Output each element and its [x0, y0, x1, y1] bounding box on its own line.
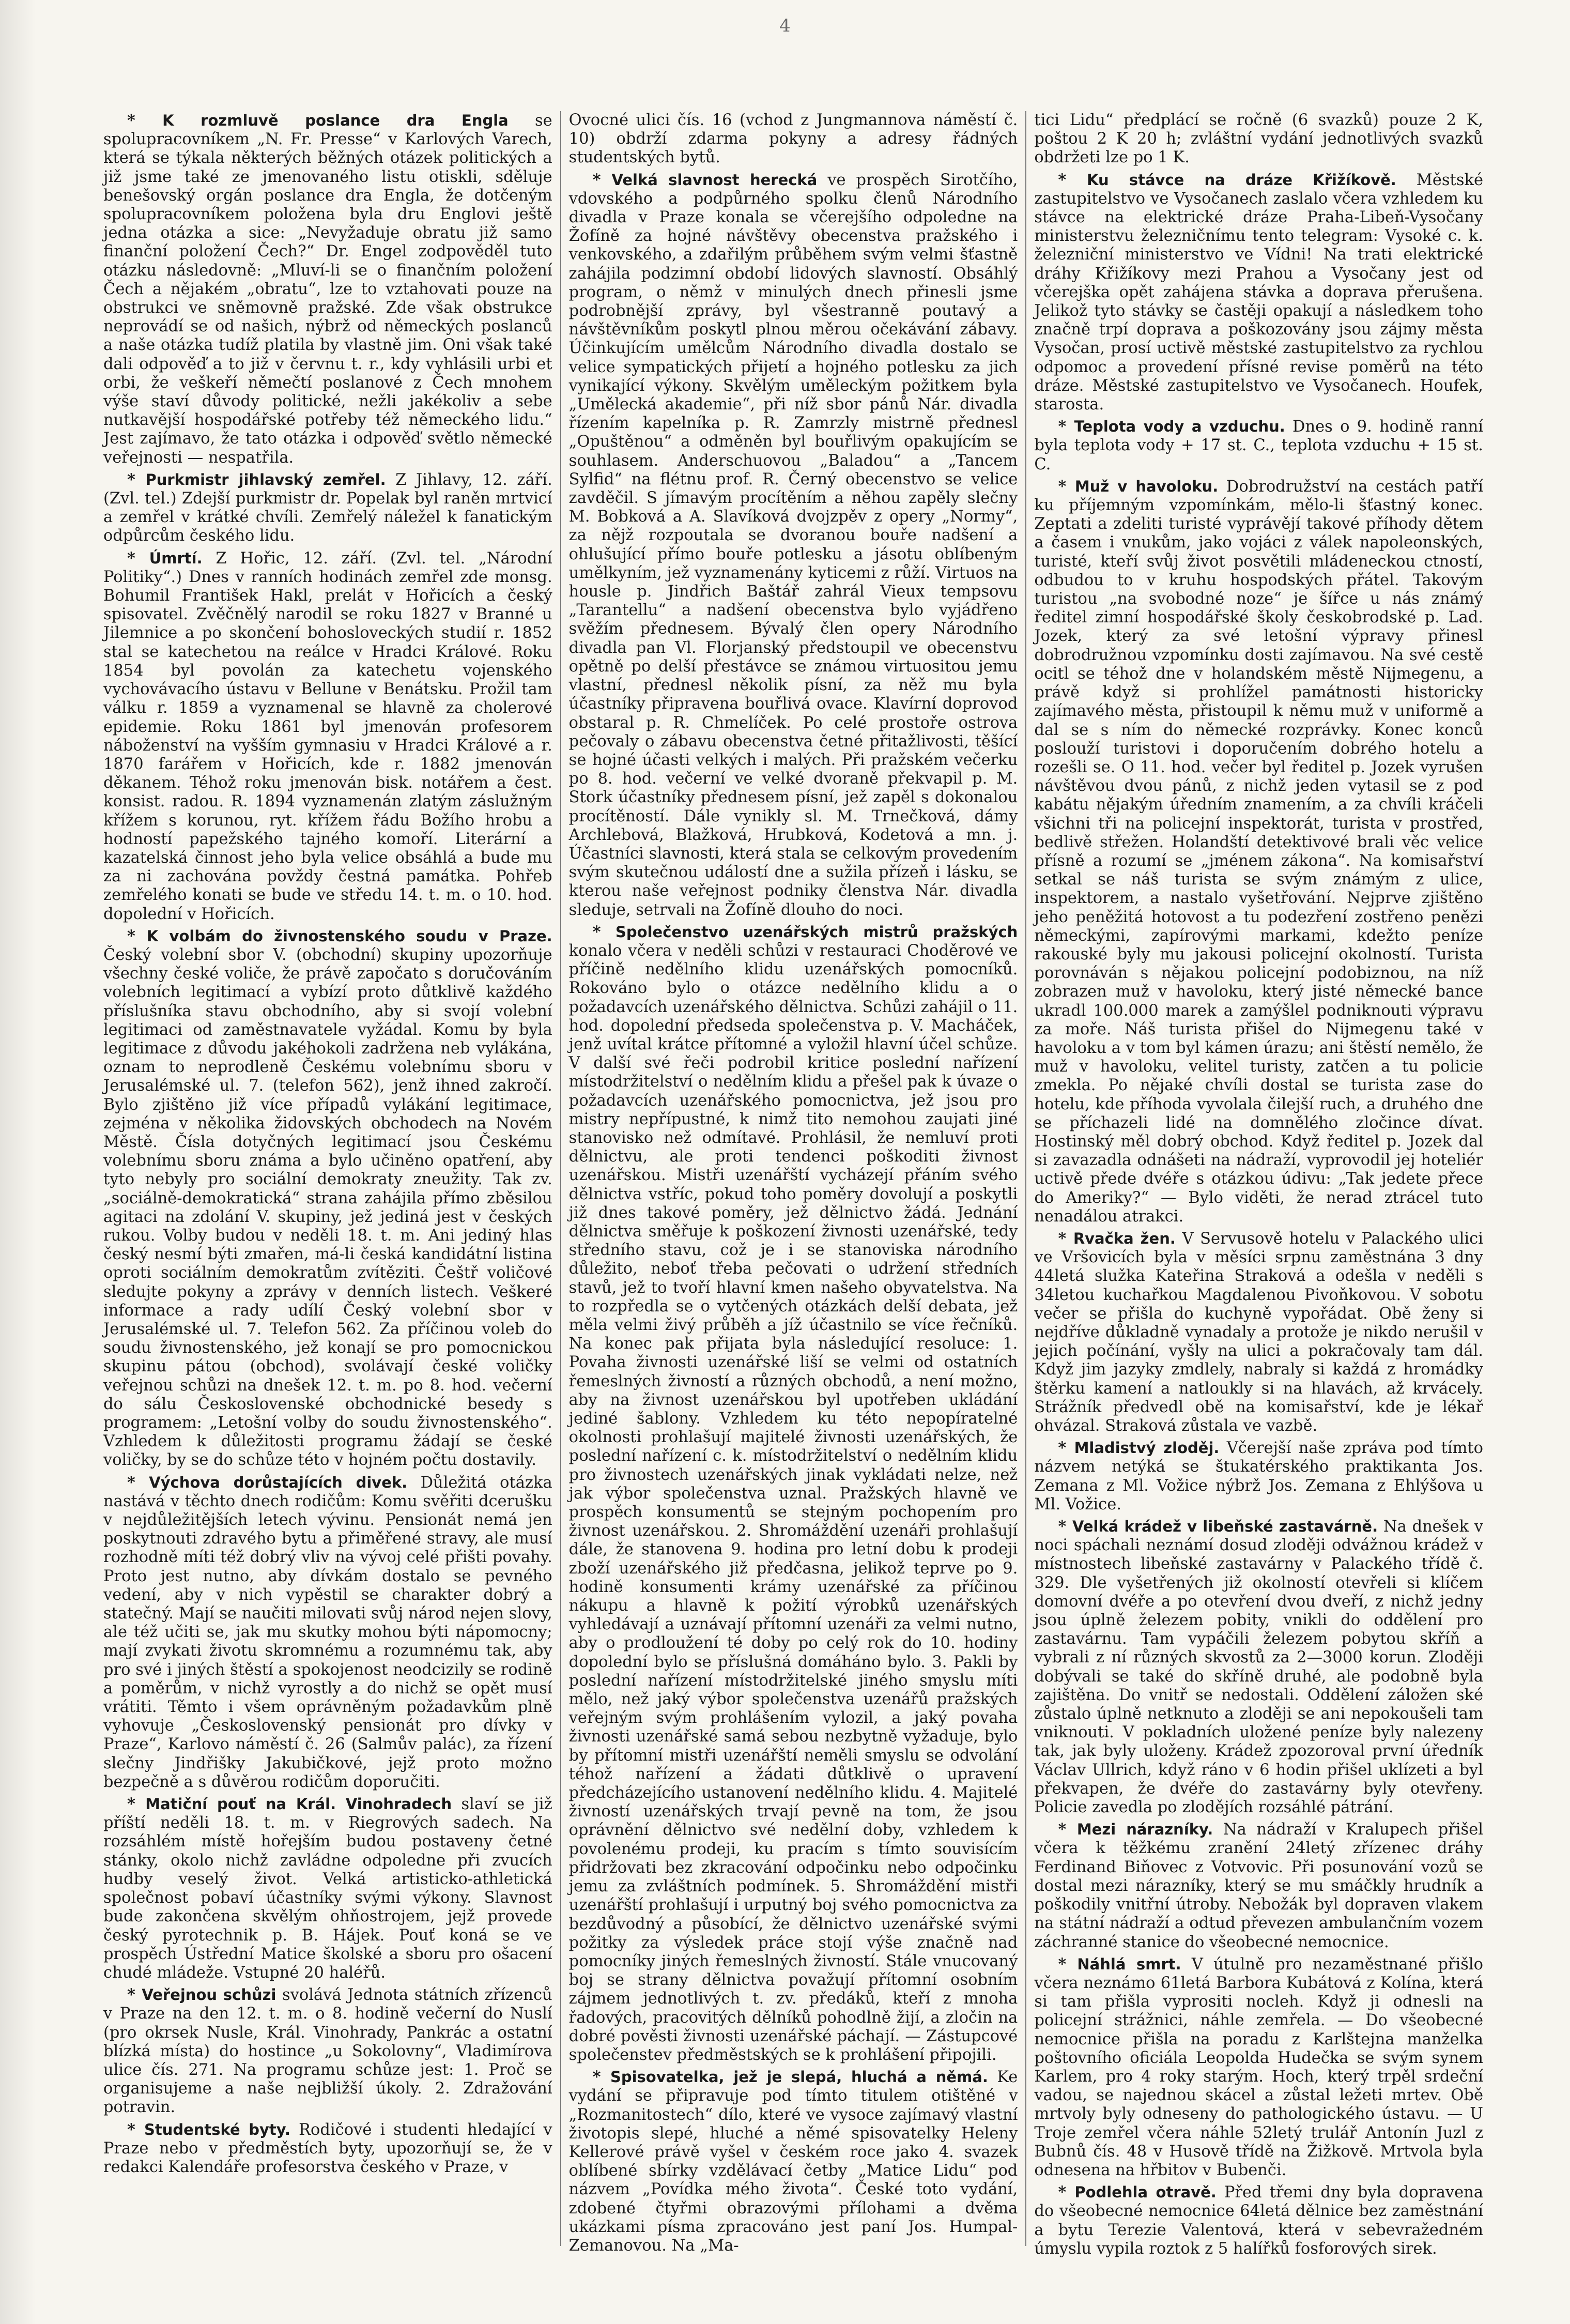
article-body: V Servusově hotelu v Palackého ulici ve Vršovicích byla v měsíci srpnu zaměstnána 3 dny 44letá služka Kateřina Straková a odešla v neděli s 34letou kuchařkou Magdalenou Pivoňkovou. V sobotu večer se přišla do kuchyně vypořádat. Obě ženy si nejdříve důkladně vynadaly a protože je nikdo nerušil v jejich počínání, vyšly na ulici a pokračovaly tam dál. Když jim jazyky zmdlely, nabraly si každá z hromádky štěrku kamení a natloukly si na hlavách, až krvácely. Strážník předvedl obě na komisařství, kde je lékař ohvázal. Straková zůstala ve vazbě.: [1034, 1229, 1484, 1435]
article-asterisk: *: [127, 1473, 149, 1492]
article: [1034, 1955, 1483, 2180]
article-body: Včerejší naše zpráva pod tímto názvem netýká se štukatérského praktikanta Jos. Zemana z Ml. Vožice nýbrž Jos. Zemana z Ehlýšova u Ml. Vožice.: [1034, 1439, 1484, 1513]
article-body: Ovocné ulici čís. 16 (vchod z Jungmannova náměstí č. 10) obdrží zdarma pokyny a adresy řádných studentských bytů.: [568, 111, 1018, 167]
article-asterisk: *: [1058, 1439, 1074, 1458]
article-asterisk: *: [127, 2120, 144, 2139]
article-asterisk: *: [1058, 417, 1074, 436]
article-asterisk: *: [592, 922, 616, 941]
article-body: Důležitá otázka nastává v těchto dnech rodičům: Komu svěřiti dcerušku v nejdůležitějších letech vývinu. Pensionát nemá jen poskytnouti zdravého bytu a přiměřené stravy, ale musí rozhodně míti též dobrý vliv na vývoj celé přišti povahy. Proto jest nutno, aby dívkám dostalo se pevného vedení, aby v nich vypěstil se charakter dobrý a statečný. Mají se naučiti milovati svůj národ nejen slovy, ale též učiti se, jak mu skutky mohou býti nápomocny; mají zvykati životu skromnému a rozumnému tak, aby pro své i jiných štěstí a spokojenost neodcizily se rodině a poměrům, v nichž vyrostly a do nichž se opět musí vrátiti. Těmto i všem oprávněným požadavkům plně vyhovuje „Československý pensionát pro dívky v Praze“, Karlovo náměstí č. 26 (Salmův palác), za řízení slečny Jindřišky Jakubičkové, jejž proto možno bezpečně a s důvěrou rodičům doporučiti.: [103, 1473, 552, 1791]
article-asterisk: *: [127, 548, 149, 568]
article: [103, 2120, 552, 2177]
article-asterisk: *: [1058, 2183, 1075, 2202]
article-headline: Podlehla otravě.: [1074, 2183, 1217, 2201]
article-asterisk: *: [1058, 1517, 1073, 1536]
article-headline: Studentské byty.: [144, 2120, 290, 2138]
article: [569, 2068, 1018, 2255]
article-headline: Výchova dorůstajících divek.: [149, 1473, 408, 1491]
article-headline: Ku stávce na dráze Křižíkově.: [1087, 171, 1396, 189]
article-asterisk: *: [1058, 170, 1087, 189]
article-body: svolává Jednota státních zřízenců v Praze na den 12. t. m. o 8. hodině večerní do Nuslí (pro okrsek Nusle, Král. Vinohrady, Pankrác a ostatní blízká místa) do hostince „u Sokolovny“, Vladimírova ulice čís. 271. Na programu schůze jest: 1. Proč se organisujeme a naše nejbližší úkoly. 2. Zdražování potravin.: [103, 1986, 552, 2117]
article-headline: Purkmistr jihlavský zemřel.: [145, 470, 386, 488]
article-headline: Teplota vody a vzduchu.: [1074, 418, 1285, 436]
article-headline: Rvačka žen.: [1073, 1229, 1176, 1247]
article: [103, 111, 552, 467]
article-body: se spolupracovníkem „N. Fr. Presse“ v Karlových Varech, která se týkala některých běžných otázek politických a již jsme také ze jmenovaného listu otiskli, sděluje benešovský orgán poslance dra Engla, že dotčeným spolupracovníkem položena byla dru Englovi ještě jedna otázka a sice: „Nevyžaduje obratu již samo finanční položení Čech?“ Dr. Engel zodpověděl tuto otázku následovně: „Mluví-li se o finančním položení Čech a nějakém „obratu“, lze to vztahovati pouze na obstrukci ve sněmovně pražské. Zde však obstrukce neprovádí se od našich, nýbrž od německých poslanců a naše otázka tudíž platila by vlastně jim. Oni však také dali odpověď a to již v červnu t. r., kdy vyhlásili urbi et orbi, že veškeří němečtí poslanové z Čech mnohem výše staví důvody politické, nežli jakékoliv a sebe nutkavější hospodářské potřeby též německého lidu.“ Jest zajímavo, že tato otázka i odpověď světlo německé veřejnosti — nespatřila.: [103, 112, 552, 467]
article-body: Na dnešek v noci spáchali neznámí dosud zloději odvážnou krádež v místnostech libeňské zastavárny v Palackého třídě č. 329. Dle vyšetřených již okolností otevřeli si klíčem domovní dvéře a po otevření dvou dveří, z nichž jedny jsou úplně železem pobity, vnikli do oddělení pro zastavárnu. Tam vypáčili železem pobytou skříň a vybrali z ní různých skvostů za 2—3000 korun. Zloději dobývali se také do skříně druhé, ale podobně byla zajištěna. Do vnitř se nedostali. Oddělení záložen ské zůstalo úplně netknuto a zloději se ani nepokoušeli tam vniknouti. V pokladních uložené peníze byly nalezeny tak, jak byly uloženy. Krádež zpozoroval první úředník Václav Ullrich, když ráno v 6 hodin přišel uklízeti a byl překvapen, že dvéře do zastavárny byly otevřeny. Policie zavedla po zlodějích rozsáhlé pátrání.: [1034, 1518, 1484, 1817]
article: [103, 470, 552, 546]
article-headline: K rozmluvě poslance dra Engla: [162, 112, 509, 129]
article: [103, 927, 552, 1470]
article: [1034, 1517, 1483, 1817]
article-asterisk: *: [127, 926, 147, 945]
article: [1034, 111, 1483, 167]
article-headline: Veřejnou schůzi: [142, 1986, 276, 2004]
article: [569, 171, 1018, 920]
article-headline: Muž v havoloku.: [1074, 477, 1219, 495]
article-asterisk: *: [127, 470, 146, 489]
article-body: Z Jihlavy, 12. září. (Zvl. tel.) Zdejší purkmistr dr. Popelak byl raněn mrtvicí a zemřel v krátké chvíli. Zemřelý náležel k fanatickým odpůrcům českého lidu.: [103, 470, 552, 545]
article-body: ve prospěch Sirotčího, vdovského a podpůrného spolku členů Národního divadla v Praze konala se včerejšího odpoledne na Žofíně za hojné návštěvy obecenstva pražského i venkovského, a zdařilým průběhem svým velmi šťastně zahájila podzimní období lidových slavností. Obsáhlý program, o němž v minulých dnech přinesli jsme podrobnější zprávy, byl všestranně poutavý a návštěvníkům poskytl plnou měrou očekávání zábavy. Účinkujícím umělcům Národního divadla dostalo se velice sympatických přijetí a hojného potlesku za jich vynikající výkony. Skvělým uměleckým požitkem byla „Umělecká akademie“, při níž sbor pánů Nár. divadla řízením kapelníka p. R. Zamrzly mistrně přednesl „Opuštěnou“ a odměněn byl bouřlivým opakujícím se souhlasem. Anderschuovou „Baladou“ a „Tancem Sylfid“ na flétnu prof. R. Černý obecenstvo se velice zavděčil. S jímavým procítěním a něhou zapěly slečny M. Bobková a A. Slavíková dvojzpěv z opery „Normy“, za nějž rozpoutala se dvoranou bouře nadšení a ohlušující přímo bouře potlesku a jásotu oblíbeným umělkyním, jež vyznamenány kyticemi z růží. Virtuos na housle p. Jindřich Baštář zahrál Vieux tempsovu „Tarantellu“ a nadšení obecenstva bylo vyjádřeno svěžím přednesem. Bývalý člen opery Národního divadla pan Vl. Florjanský předstoupil ve obecenstvu opětně po delší přestávce se známou virtuositou jemu vlastní, přednesl několik písní, za něž mu byla účastníky připravena bouřlivá ovace. Klavírní doprovod obstaral p. R. Chmelíček. Po celé prostoře ostrova pečovaly o zábavu obecenstva četné přitažlivosti, těšící se hojné účasti velkých i malých. Při pražském večerku po 8. hod. večerní ve velké dvoraně překvapil p. M. Stork účastníky přednesem písní, jež zapěl s dokonalou procítěností. Dále vynikly sl. M. Trnečková, dámy Archlebová, Blažková, Hrubková, Kodetová a mn. j. Účastníci slavnosti, která stala se celkovým provedením svým skutečnou událostí dne a sužila přízeň i lásku, se kterou naše veřejnost podniky členstva Nár. divadla sleduje, setrvali na Žofíně dlouho do noci.: [568, 171, 1018, 919]
article: [1034, 417, 1483, 474]
page-edge-shadow: [0, 0, 36, 2324]
article: [1034, 477, 1483, 1226]
article-headline: Velká slavnost herecká: [611, 171, 818, 189]
article: [103, 549, 552, 924]
article-body: Ke vydání se připravuje pod tímto titulem otištěné v „Rozmanitostech“ dílo, které ve vysoce zajímavý vlastní životopis slepé, hluché a němé spisovatelky Heleny Kellerové právě vyšel v českém roce jako 4. svazek oblíbené sbírky vzdělávací četby „Matice Lidu“ pod názvem „Povídka mého života“. České toto vydání, zdobené čtyřmi obrazovými přílohami a dvěma ukázkami písma zpracováno jest paní Jos. Humpal-Zemanovou. Na „Ma-: [568, 2068, 1018, 2255]
article: [1034, 1439, 1483, 1514]
text-columns: [103, 111, 1484, 2258]
article-body: konalo včera v neděli schůzi v restauraci Choděrové ve příčině nedělního klidu uzenářských pomocníků. Rokováno bylo o otázce nedělního klidu a o požadavcích uzenářského dělnictva. Schůzi zahájil o 11. hod. dopolední předseda společenstva p. V. Macháček, jenž uvítal krátce přítomné a vyložil hlavní účel schůze. V další své řeči podrobil kritice poslední nařízení místodržitelství o nedělním klidu a přešel pak k úvaze o požadavcích uzenářského pomocnictva, jež jsou pro mistry nepřípustné, k nimž tito nemohou zaujati jiné stanovisko než odmítavé. Prohlásil, že nemluví proti dělnictvu, ale proti tendenci poškoditi živnost uzenářskou. Mistři uzenářští vycházejí přáním svého dělnictva vstříc, pokud toho poměry dovolují a poskytli již dnes takové poměry, jež dělnictvo žádá. Jednání dělnictva směřuje k poškození živnosti uzenářské, tedy středního stavu, což je i se stanoviska národního důležito, neboť třeba pečovati o udržení středních stavů, jež to tvoří hlavní kmen našeho obyvatelstva. Na to rozpředla se o vytčených otázkách delší debata, jež měla velmi živý průběh a jíž účastnilo se více řečníků. Na konec pak přijata byla následující resoluce: 1. Povaha živnosti uzenářské liší se velmi od ostatních řemeslných živností a různých obchodů, a není možno, aby na živnost uzenářskou byl upotřeben ukládání jediné šablony. Vzhledem ku této nepopíratelné okolnosti prohlašují majitelé živnosti uzenářských, že poslední nařízení c. k. místodržitelství o nedělním klidu pro živnostech uzenářských jinak vykládati nelze, než jak výbor společenstva uznal. Pražských hlavně ve prospěch konsumentů se stejným pochopením pro živnost uzenářskou. 2. Shromáždění uzenáři prohlašují dále, že stanovena 9. hodina pro letní dobu k prodeji zboží uzenářského již předčasna, jelikož teprve po 9. hodině konsumenti krámy uzenářské za příčinou nákupu a hlavně k požití výrobků uzenářských vyhledávají a uznávají přítomní uzenáři za velmi nutno, aby o prodloužení té doby po celý rok do 10. hodiny dopolední bylo se příslušná domáháno bylo. 3. Pakli by poslední nařízení místodržitelské jiného smyslu míti mělo, než jaký výbor společenstva uzenářů pražských veřejným svým prohlášením vylozil, a jaký povaha živnosti uzenářské samá sebou nezbytně vyžaduje, bylo by přítomní mistři uzenářští neměli smyslu se odvolání téhož nařízení a žádati důtklivě o upravení předcházejícího ustanovení nedělního klidu. 4. Majitelé živností uzenářských trvají pevně na tom, že jsou oprávnění dělnictvo své nedělní doby, vzhledem k povolenému prodeji, ku pracím s tímto souvisícím přidržovati bez zkracování odpočinku nebo odpočinku jemu za zvláštních podmínek. 5. Shromáždění mistři uzenářští prohlašují i urputný boj svého pomocnictva za bezdůvodný a působící, že dělnictvo uzenářské svými požitky za výsledek práce stojí výše značně nad pomocníky jiných řemeslných živností. Stále vnucovaný boj se strany dělnictva považují přítomní osobním zájmem jednotlivých t. zv. předáků, kteří z mnoha řadových, pracovitých dělníků pohodlně žijí, a zločin na dobré pověsti živnosti uzenářské páchají. — Zástupcové společenstev předměstských se k prohlášení připojili.: [568, 941, 1018, 2064]
article-body: Na nádraží v Kralupech přišel včera k těžkému zranění 24letý zřízenec dráhy Ferdinand Biňovec z Votvovic. Při posunování vozů se dostal mezi nárazníky, který se mu smáčkly hrudník a poškodily vnitřní útroby. Nebožák byl dopraven vlakem na státní nádraží a odtud převezen ambulančním vozem záchranné stanice do všeobecné nemocnice.: [1034, 1821, 1484, 1951]
article-headline: Velká krádež v libeňské zastavárně.: [1072, 1518, 1378, 1536]
article: [1034, 171, 1483, 415]
article-body: Z Hořic, 12. září. (Zvl. tel. „Národní Politiky“.) Dnes v ranních hodinách zemřel zde monsg. Bohumil František Hakl, prelát v Hořicích a český spisovatel. Zvěčnělý narodil se roku 1827 v Branné u Jilemnice a po skončení bohosloveckých studií r. 1852 stal se katechetou na reálce v Hradci Králové. Roku 1854 byl povolán za katechetu vojenského vychovávacího ústavu v Bellune v Benátsku. Prožil tam válku r. 1859 a vyznamenal se hlavně za cholerové epidemie. Roku 1861 byl jmenován profesorem náboženství na vyšším gymnasiu v Hradci Králové a r. 1870 farářem v Hořicích, kde r. 1882 jmenován děkanem. Téhož roku jmenován bisk. notářem a čest. konsist. radou. R. 1894 vyznamenán zlatým záslužným křížem s korunou, ryt. křížem řádu Božího hrobu a hodností papežského tajného komoří. Literární a kazatelská činnost jeho byla velice obsáhlá a bude mu za ni zachována povždy čestná památka. Pohřeb zemřelého konati se bude ve středu 14. t. m. o 10. hod. dopolední v Hořicích.: [103, 549, 552, 923]
article-body: V útulně pro nezaměstnané přišlo včera neznámo 61letá Barbora Kubátová z Kolína, která si tam přišla vyprositi nocleh. Když ji odnesli na policejní strážnici, náhle zemřela. — Do všeobecné nemocnice přišla na poradu z Karlštejna manželka poštovního oficiála Leopolda Hudečka se svým synem Karlem, pro 4 roky starým. Hoch, který trpěl srdeční vadou, se najednou skácel a zůstal ležeti mrtev. Obě mrtvoly byly odneseny do pathologického ústavu. — U Troje zemřel včera náhle 52letý trulář Antonín Juzl z Bubnů čís. 48 v Husově třídě na Žižkově. Mrtvola byla odnesena na hřbitov v Bubenči.: [1034, 1955, 1484, 2179]
article-headline: Matiční pouť na Král. Vinohradech: [145, 1795, 452, 1813]
page-number: 4: [779, 16, 791, 36]
column-3: [1034, 111, 1484, 2258]
article: [1034, 1229, 1483, 1435]
article-headline: Mezi nárazníky.: [1076, 1821, 1213, 1839]
article: [103, 1795, 552, 1982]
article-headline: K volbám do živnostenského soudu v Praze.: [146, 927, 552, 945]
article-body: Dobrodružství na cestách patří ku příjemným vzpomínkám, mělo-li šťastný konec. Zeptati a zdeliti turisté vyprávějí takové příhody dětem a časem i vnukům, jako vojáci z válek napoleonských, turisté, kteří svůj život posvětili mládeneckou ctností, odbudou to v kruhu hospodských přátel. Takovým turistou „na svobodné noze“ je šířce u nás známý ředitel zimní hospodářské školy českobrodské p. Lad. Jozek, který za své letošní výpravy přinesl dobrodružnou vzpomínku dosti zajímavou. Na své cestě ocitl se téhož dne v holandském městě Nijmegenu, a právě když si prohlížel památnosti historicky zajímavého města, přistoupil k němu muž v uniformě a dal se s ním do německé rozprávky. Konec konců poslouží turistovi i doporučením dobrého hotelu a rozešli se. O 11. hod. večer byl ředitel p. Jozek vyrušen návštěvou dvou pánů, z nichž jeden vytasil se z pod kabátu nějakým úředním znamením, a za chvíli kráčeli všichni tři na policejní inspektorát, turista v prostřed, bedlivě střežen. Holandští detektivové brali věc velice přísně a rozumí se „jménem zákona“. Na komisařství setkal se náš turista se svým známým z ulice, inspektorem, a nastalo vyšetřování. Nejprve zjištěno jeho peněžitá hotovost a tu podezření zostřeno penězi německými, zapírovými markami, kdežto peníze rakouské byly mu jakousi policejní okolností. Turista porovnáván s nějakou policejní podobiznou, na níž zobrazen muž v havoloku, který jisté německé bance ukradl 100.000 marek a zamýšlel podniknouti výpravu za moře. Náš turista přišel do Nijmegenu také v havoloku a v tom byl kámen úrazu; ani štěstí nemělo, že muž v havoloku, velitel turisty, zatčen a tu policie zmekla. Po nějaké chvíli dostal se turista zase do hotelu, kde příhoda vyvolala čilejší ruch, a druhého dne se příchazeli lidé na domnělého zločince dívat. Hostinský měl dobrý obchod. Když ředitel p. Jozek dal si zavazadla odnášeti na nádraží, vyprovodil jej hoteliér uctivě přede dvéře s otázkou údivu: „Tak jedete přece do Ameriky?“ — Bylo viděti, že nerad ztrácel tuto nenadálou atrakci.: [1034, 477, 1484, 1226]
article-headline: Společenstvo uzenářských mistrů pražských: [615, 923, 1018, 941]
article-asterisk: *: [1058, 1229, 1073, 1248]
article: [103, 1985, 552, 2117]
article: [569, 111, 1018, 167]
article-body: Rodičové i studenti hledající v Praze nebo v předměstích byty, upozorňují se, že v redakci Kalendáře profesorstva českého v Praze, v: [103, 2120, 552, 2176]
article-body: Český volební sbor V. (obchodní) skupiny upozorňuje všechny české voliče, že právě započato s doručováním volebních legitimací a vybízí proto důtklivě každého příslušníka stavu obchodního, aby si svojí volební legitimaci od zaměstnavatele vyžádal. Komu by byla legitimace z důvodu jakéhokoli zadržena neb vylákána, oznam to neprodleně Českému volebnímu sboru v Jerusalémské ul. 7. (telefon 562), jenž ihned zakročí. Bylo zjištěno již více případů vylákání legitimace, zejména v několika židovských obchodech na Novém Městě. Čísla dotyčných legitimací jsou Českému volebnímu sboru známa a bylo učiněno opatření, aby tyto nebyly pro sociální demokraty zneužity. Tak zv. „sociálně-demokratická“ strana zahájila přímo zběsilou agitaci na zdolání V. skupiny, jež jediná jest v českých rukou. Volby budou v neděli 18. t. m. Ani jediný hlas český nesmí býti zmařen, má-li česká kandidátní listina oproti sociálním demokratům zvítěziti. Češtř voličové sledujte pokyny a zprávy v denních listech. Veškeré informace a rady udílí Český volební sbor v Jerusalémské ul. 7. Telefon 562. Za příčinou voleb do soudu živnostenského, jež konají se pro pomocnickou skupinu pátou (obchod), svolávají české voličky veřejnou schůzi na dnešek 12. t. m. po 8. hod. večerní do sálu Československé obchodnické besedy s programem: „Letošní volby do soudu živnostenského“. Vzhledem k důležitosti programu žádají se české voličky, by se do schůze této v hojném počtu dostavily.: [103, 945, 552, 1470]
article-asterisk: *: [127, 111, 163, 130]
article: [569, 923, 1018, 2065]
article-asterisk: *: [1058, 1820, 1077, 1839]
article-headline: Spisovatelka, jež je slepá, hluchá a němá.: [610, 2068, 988, 2086]
article-headline: Náhlá smrt.: [1077, 1955, 1181, 1973]
article-body: tici Lidu“ předplácí se ročně (6 svazků) pouze 2 K, poštou 2 K 20 h; zvláštní vydání jednotlivých svazků obdržeti lze po 1 K.: [1034, 111, 1484, 167]
article-asterisk: *: [1058, 477, 1075, 496]
article-headline: Úmrtí.: [149, 549, 203, 567]
article: [103, 1473, 552, 1792]
article-body: Před třemi dny byla dopravena do všeobecné nemocnice 64letá dělnice bez zaměstnání a bytu Terezie Valentová, která v sebevražedném úmyslu vypila roztok z 5 halířků fosforových sirek.: [1034, 2183, 1484, 2258]
article-body: slaví se již příští neděli 18. t. m. v Riegrových sadech. Na rozsáhlém místě hořejším budou postaveny četné stánky, okolo nichž zavládne odpoledne při zvucích hudby veselý život. Velká artisticko-athletická společnost pobaví účastníky svými výkony. Slavnost bude zakončena skvělým ohňostrojem, jejž provede český pyrotechnik p. B. Hájek. Pouť koná se ve prospěch Ústřední Matice školské a sboru pro ošacení chudé mládeže. Vstupné 20 haléřů.: [103, 1795, 552, 1982]
article-asterisk: *: [127, 1985, 142, 2005]
column-1: [103, 111, 552, 2246]
article-asterisk: *: [592, 170, 612, 189]
article-asterisk: *: [592, 2068, 610, 2087]
column-2: [568, 111, 1018, 2255]
article-asterisk: *: [127, 1795, 146, 1814]
article-headline: Mladistvý zloděj.: [1074, 1439, 1220, 1457]
article-body: Dnes o 9. hodině ranní byla teplota vody + 17 st. C., teplota vzduchu + 15 st. C.: [1034, 418, 1484, 473]
article: [1034, 2183, 1483, 2258]
article-body: Městské zastupitelstvo ve Vysočanech zaslalo včera vzhledem ku stávce na elektrické dráze Praha-Libeň-Vysočany ministerstvu železničnímu tento telegram: Vysoké c. k. železniční ministerstvo ve Vídni! Na trati elektrické dráhy Křižíkovy mezi Prahou a Vysočany jest od včerejška opět zahájena stávka a doprava přerušena. Jelikož tyto stávky se častěji opakují a následkem toho značně trpí doprava a poškozovány jsou zájmy města Vysočan, prosí uctivě městské zastupitelstvo za rychlou odpomoc a provedení přísné revise poměrů na této dráze. Městské zastupitelstvo ve Vysočanech. Houfek, starosta.: [1034, 171, 1484, 414]
article: [1034, 1820, 1483, 1951]
article-asterisk: *: [1058, 1954, 1078, 1974]
